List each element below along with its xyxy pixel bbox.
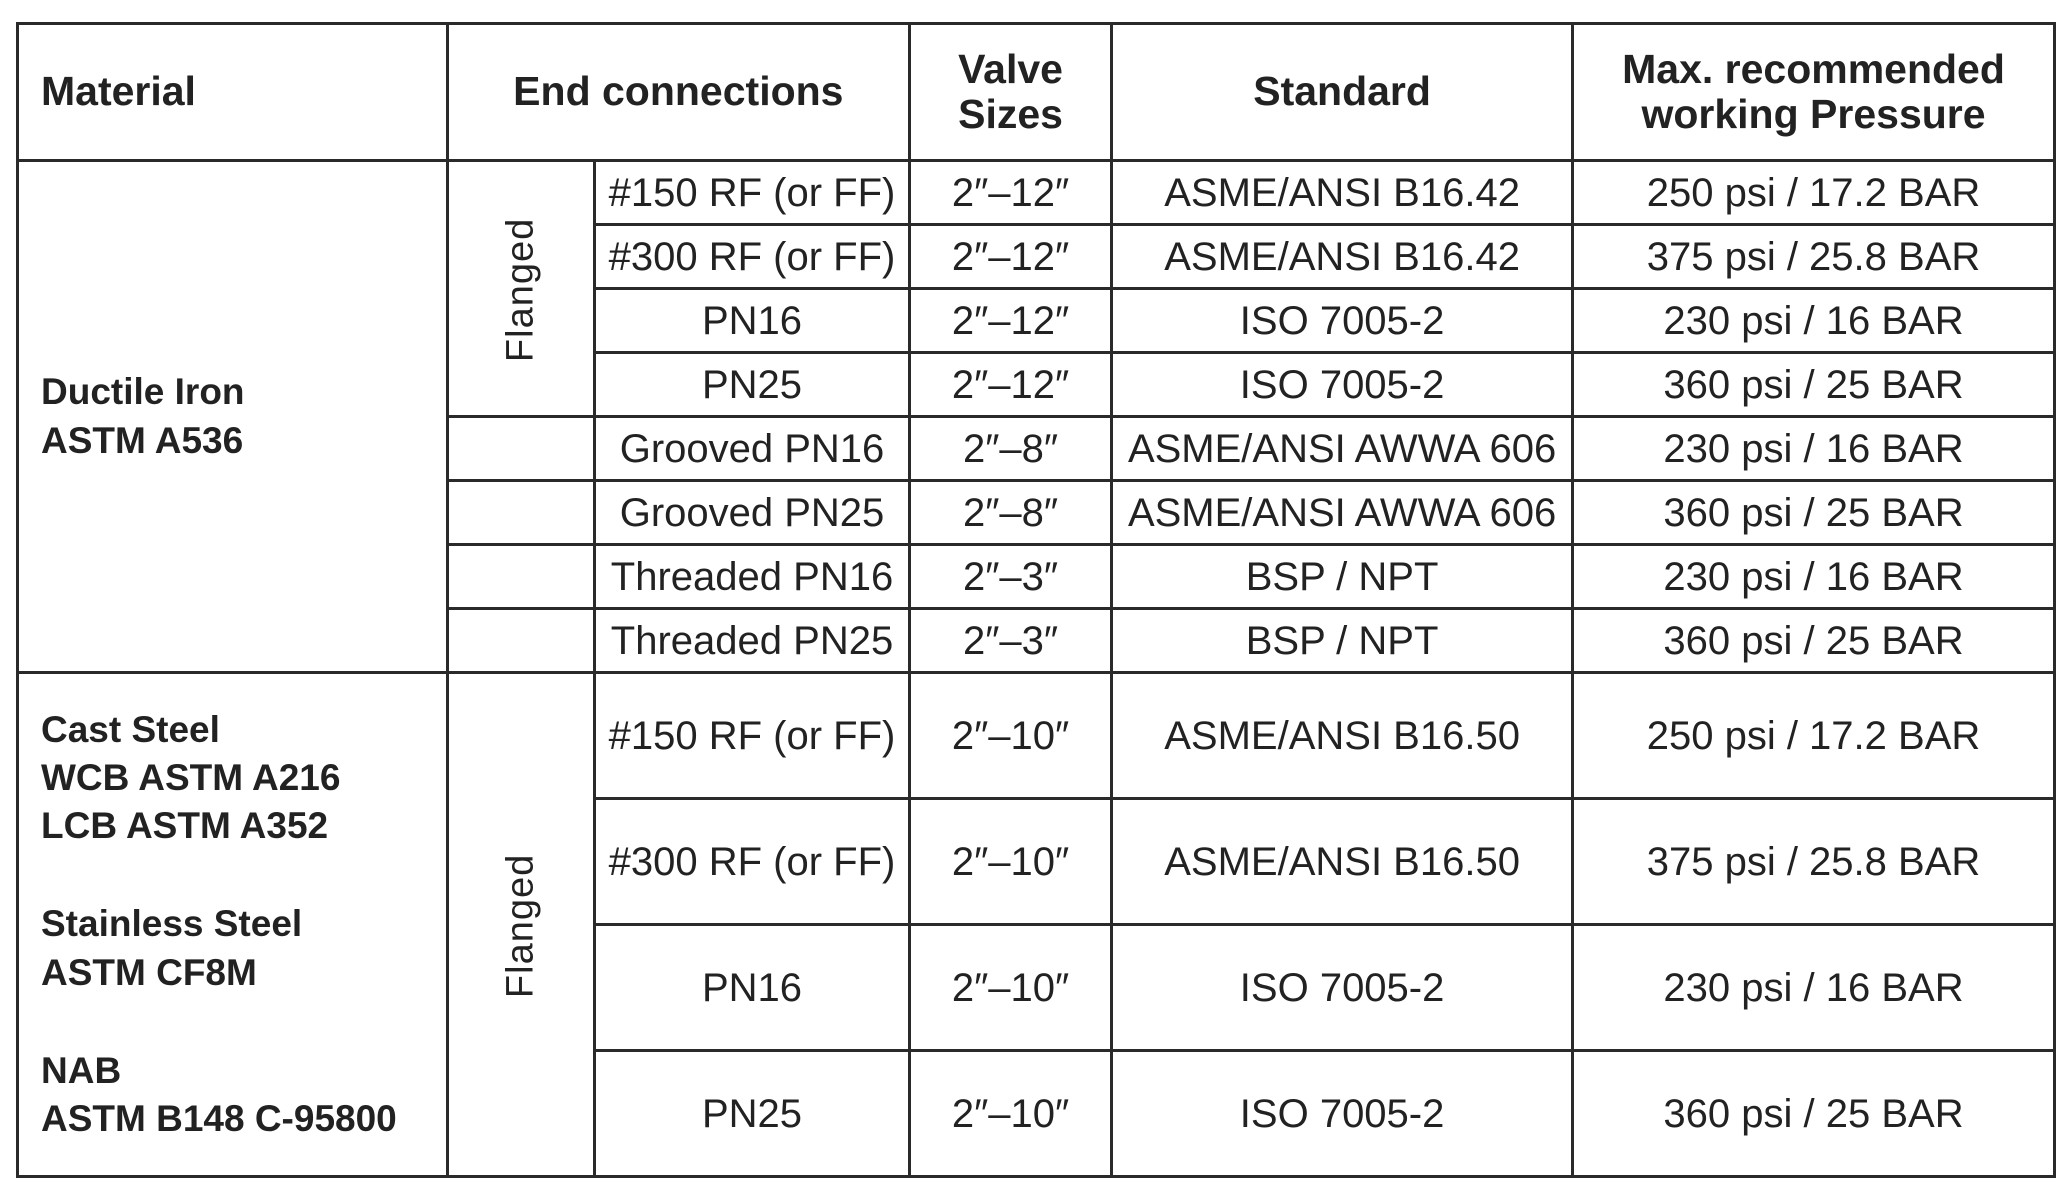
standard-cell: ISO 7005-2 [1112,1051,1573,1177]
header-material: Material [18,24,448,161]
standard-cell: ASME/ANSI B16.50 [1112,799,1573,925]
standard-cell: ASME/ANSI B16.50 [1112,673,1573,799]
valve-size-cell: 2″–10″ [909,673,1111,799]
pressure-cell: 230 psi / 16 BAR [1573,545,2055,609]
header-valve-sizes [909,24,1111,161]
standard-cell: ISO 7005-2 [1112,353,1573,417]
material-steel-group [18,673,448,1177]
table-row [18,673,2055,799]
valve-size-cell: 2″–3″ [909,545,1111,609]
material-line: NAB [41,1049,122,1091]
material-line: Stainless Steel [41,903,303,945]
standard-cell: ASME/ANSI AWWA 606 [1112,417,1573,481]
end-connection-cell: #300 RF (or FF) [595,225,910,289]
material-line: LCB ASTM A352 [41,805,329,847]
header-standard: Standard [1112,24,1573,161]
pressure-cell: 230 psi / 16 BAR [1573,289,2055,353]
pressure-cell: 250 psi / 17.2 BAR [1573,161,2055,225]
flanged-group-label: Flanged [447,161,594,417]
pressure-cell: 360 psi / 25 BAR [1573,1051,2055,1177]
material-ductile-iron [18,161,448,673]
pressure-cell: 375 psi / 25.8 BAR [1573,225,2055,289]
empty-group-cell [447,417,594,481]
valve-spec-table [16,22,2056,1178]
end-connection-cell: PN25 [595,353,910,417]
material-line: Cast Steel [41,709,220,751]
end-connection-cell: PN16 [595,925,910,1051]
end-connection-cell: PN16 [595,289,910,353]
valve-size-cell: 2″–10″ [909,925,1111,1051]
valve-size-cell: 2″–8″ [909,481,1111,545]
pressure-cell: 360 psi / 25 BAR [1573,353,2055,417]
valve-size-cell: 2″–10″ [909,1051,1111,1177]
empty-group-cell [447,609,594,673]
end-connection-cell: Grooved PN25 [595,481,910,545]
material-line: ASTM A536 [41,419,244,461]
valve-size-cell: 2″–3″ [909,609,1111,673]
valve-size-cell: 2″–8″ [909,417,1111,481]
flanged-group-label: Flanged [447,673,594,1177]
pressure-cell: 230 psi / 16 BAR [1573,417,2055,481]
standard-cell: BSP / NPT [1112,545,1573,609]
valve-size-cell: 2″–12″ [909,225,1111,289]
end-connection-cell: #150 RF (or FF) [595,161,910,225]
end-connection-cell: Threaded PN25 [595,609,910,673]
header-pressure-line1: Max. recommended [1622,45,2005,92]
material-line: ASTM B148 C-95800 [41,1097,397,1139]
standard-cell: ASME/ANSI B16.42 [1112,225,1573,289]
standard-cell: ASME/ANSI AWWA 606 [1112,481,1573,545]
pressure-cell: 230 psi / 16 BAR [1573,925,2055,1051]
pressure-cell: 360 psi / 25 BAR [1573,481,2055,545]
material-line: Ductile Iron [41,371,245,413]
header-valve-sizes-line1: Valve [958,45,1063,92]
end-connection-cell: PN25 [595,1051,910,1177]
valve-size-cell: 2″–12″ [909,289,1111,353]
table-row [18,161,2055,225]
header-pressure [1573,24,2055,161]
material-line: ASTM CF8M [41,951,257,993]
header-pressure-line2: working Pressure [1641,91,1986,137]
end-connection-cell: Grooved PN16 [595,417,910,481]
end-connection-cell: #300 RF (or FF) [595,799,910,925]
standard-cell: ISO 7005-2 [1112,289,1573,353]
standard-cell: ISO 7005-2 [1112,925,1573,1051]
end-connection-cell: #150 RF (or FF) [595,673,910,799]
end-connection-cell: Threaded PN16 [595,545,910,609]
standard-cell: ASME/ANSI B16.42 [1112,161,1573,225]
pressure-cell: 360 psi / 25 BAR [1573,609,2055,673]
header-end-connections: End connections [447,24,909,161]
material-line: WCB ASTM A216 [41,757,341,799]
valve-size-cell: 2″–12″ [909,353,1111,417]
header-row [18,24,2055,161]
empty-group-cell [447,545,594,609]
valve-size-cell: 2″–10″ [909,799,1111,925]
standard-cell: BSP / NPT [1112,609,1573,673]
valve-size-cell: 2″–12″ [909,161,1111,225]
pressure-cell: 250 psi / 17.2 BAR [1573,673,2055,799]
empty-group-cell [447,481,594,545]
pressure-cell: 375 psi / 25.8 BAR [1573,799,2055,925]
header-valve-sizes-line2: Sizes [958,91,1063,137]
